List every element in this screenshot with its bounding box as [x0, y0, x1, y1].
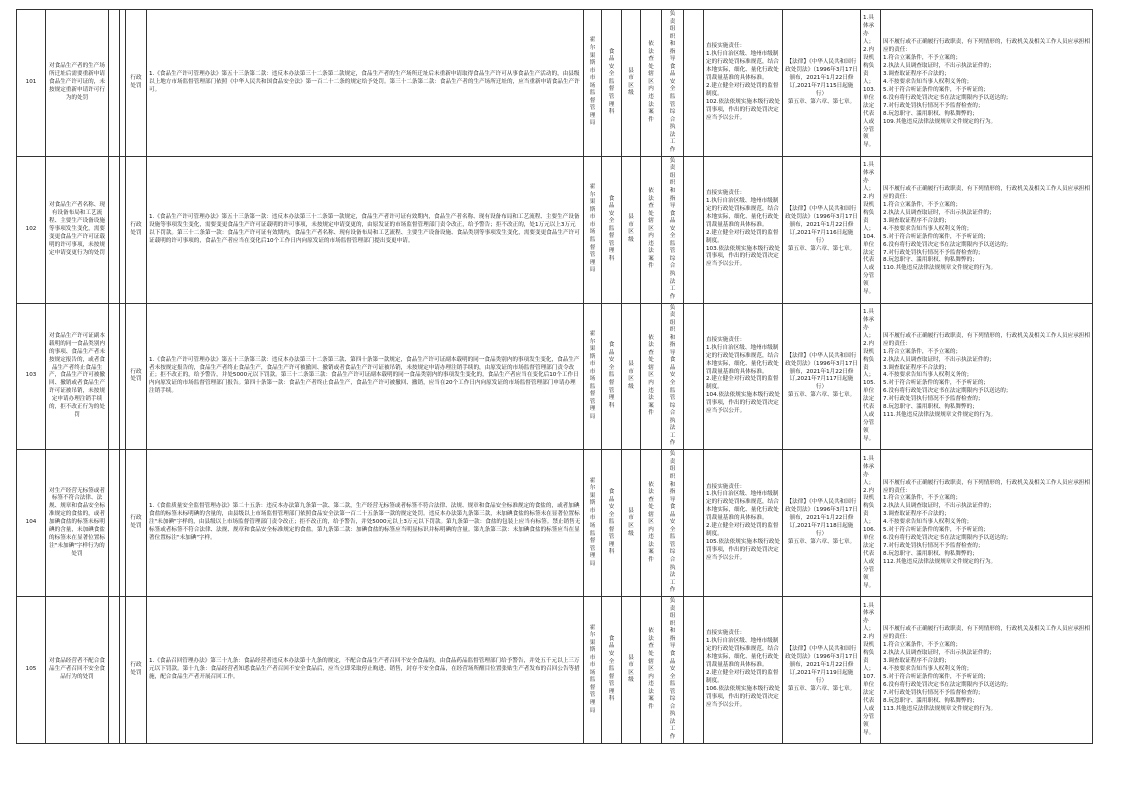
accountability-situations: 因不履行或不正确履行行政职责，有下列情形的，行政机关及相关工作人员应承担相应的责任： 1.符合立案条件，不予立案的； 2.执法人员调查取证时，不出示执法证件的； 3.调查取证程序不合法的； 4.不按要求告知当事人权利义务的； 5.对于符合听证条件的案件，不予听证的； 6.没有将行政处罚决定书在法定期限内予以送达的； 7.对行政处罚执行情况不予监督检查的； 8.玩忽职守、滥用职权、徇私舞弊的； 112.其他违反法律法规规章文件规定的行为。	[881, 450, 1093, 597]
enforcement-scope: 依法查处辖区内违法案件	[641, 450, 662, 597]
admin-level: 县市区级	[622, 303, 641, 450]
row-number: 104	[17, 450, 46, 597]
table-row	[17, 156, 1093, 303]
responsible-persons: 1.具体承办人； 2.内设机构负责人； 106.单位法定代表人或分管领导。	[861, 450, 881, 597]
item-name: 对食品生产者的生产场所迁址后需要重新申请食品生产许可证的，未按规定重新申请许可行为的处罚	[46, 10, 109, 157]
accountability-law: 【法律】《中华人民共和国行政处罚法》（1996年3月17日颁布，2021年1月22日修订,2021年7月119日起施行） 第五章、第六章、第七章。	[783, 597, 861, 744]
responsible-office: 食品安全监督管理科	[602, 10, 622, 157]
row-number: 102	[17, 156, 46, 303]
implementing-dept: 霍尔果斯市市场监督管理局	[584, 597, 602, 744]
item-type: 行政处罚	[126, 597, 147, 744]
responsible-office: 食品安全监督管理科	[602, 450, 622, 597]
item-name: 对食品经营者不配合食品生产者召回不安全食品行为的处罚	[46, 597, 109, 744]
legal-basis: 1.《食盐质量安全监督管理办法》第二十五条：违反本办法第九条第一款、第二款，生产经营无标签或者标签不符合法律、法规、规章和食品安全标准规定的食盐的，或者加碘食盐的标签未标明碘的含量的，由县级以上市场监督管理部门依照食品安全法第一百二十五条第一款的规定处罚。违反本办法第九条第三款，未加碘食盐的标签未在显著位置标注"未加碘"字样的，由县级以上市场监督管理部门责令改正；拒不改正的，给予警告，并处5000元以上3万元以下罚款。第九条第一款：食盐的包装上应当有标签。禁止销售无标签或者标签不符合法律、法规、规章和食品安全标准规定的食盐。第九条第二款：加碘食盐的标签应当明显标识并标明碘的含量。第九条第三款：未加碘食盐的标签应当在显著位置标注"未加碘"字样。	[147, 450, 584, 597]
row-number: 103	[17, 303, 46, 450]
legal-basis: 1.《食品召回管理办法》第三十九条：食品经营者违反本办法第十九条的规定，不配合食品生产者召回不安全食品的，由食品药品监督管理部门给予警告，并处五千元以上三万元以下罚款。第十九条：食品经营者知悉食品生产者召回不安全食品后，应当立即采取停止购进、销售，封存不安全食品，在经营场所醒目位置张贴生产者发布的召回公告等措施，配合食品生产者开展召回工作。	[147, 597, 584, 744]
spacer-cell	[109, 303, 120, 450]
row-number: 101	[17, 10, 46, 157]
responsible-office: 食品安全监督管理科	[602, 156, 622, 303]
legal-basis: 1.《食品生产许可管理办法》第五十三条第二款：违反本办法第三十二条第二款规定，食品生产者的生产场所迁址后未重新申请取得食品生产许可从事食品生产活动的，由县级以上地方市场监督管理部门依照《中华人民共和国食品安全法》第一百二十二条的规定给予处罚。第三十二条第二款：食品生产者的生产场所迁址的，应当重新申请食品生产许可。	[147, 10, 584, 157]
admin-level: 县市区级	[622, 597, 641, 744]
enforcement-scope: 依法查处辖区内违法案件	[641, 597, 662, 744]
spacer-cell	[109, 597, 120, 744]
dept-role: 负责组织和指导食品安全监管综合执法工作	[662, 156, 684, 303]
spacer-cell	[109, 156, 120, 303]
responsible-persons: 1.具体承办人； 2.内设机构负责人； 105.单位法定代表人或分管领导。	[861, 303, 881, 450]
responsibility-content: 直接实施责任： 1.执行自治区级、地州市级制定的行政处罚标准规范，结合本地实际，细化、量化行政处罚裁量基准的具体标准。 2.建立健全对行政处罚的监督制度。 105.依法依规实施本级行政处罚事项，作出的行政处罚决定应当予以公开。	[704, 450, 783, 597]
dept-role: 负责组织和指导食品安全监管综合执法工作	[662, 303, 684, 450]
spacer-cell	[684, 10, 704, 157]
admin-level: 县市区级	[622, 450, 641, 597]
legal-basis: 1.《食品生产许可管理办法》第五十三条第一款：违反本办法第三十二条第一款规定，食品生产者许可证有效期内，食品生产者名称、现有设备布局和工艺流程、主要生产设备设施等事项发生变化，需要变更食品生产许可证载明的许可事项，未按规定申请变更的，由原发证的市场监督管理部门责令改正，给予警告；拒不改正的，处1万元以上3万元以下罚款。第三十二条第一款：食品生产许可证有效期内，食品生产者名称、现有设备布局和工艺流程、主要生产设备设施、食品类别等事项发生变化，需要变更食品生产许可证载明的许可事项的，食品生产者应当在变化后10个工作日内向原发证的市场监督管理部门提出变更申请。	[147, 156, 584, 303]
dept-role: 负责组织和指导食品安全监管综合执法工作	[662, 597, 684, 744]
item-name: 对食品生产许可证副本载明的同一食品类别内的事项、食品生产者未按规定报告的，或者食品生产者终止食品生产，食品生产许可被撤回、撤销或者食品生产许可证被吊销，未按规定申请办理注销手续的，拒不改正行为的处罚	[46, 303, 109, 450]
item-type: 行政处罚	[126, 10, 147, 157]
admin-level: 县市区级	[622, 156, 641, 303]
implementing-dept: 霍尔果斯市市场监督管理局	[584, 10, 602, 157]
item-name: 对食品生产者名称、现有设备布局和工艺流程、主要生产设备设施等事项发生变化，需要变更食品生产许可证载明的许可事项，未按规定申请变更行为的处罚	[46, 156, 109, 303]
spacer-cell	[109, 450, 120, 597]
responsibility-content: 直接实施责任： 1.执行自治区级、地州市级制定的行政处罚标准规范，结合本地实际，细化、量化行政处罚裁量基准的具体标准。 2.建立健全对行政处罚的监督制度。 104.依法依规实施本级行政处罚事项，作出的行政处罚决定应当予以公开。	[704, 303, 783, 450]
responsibility-content: 直接实施责任： 1.执行自治区级、地州市级制定的行政处罚标准规范，结合本地实际，细化、量化行政处罚裁量基准的具体标准。 2.建立健全对行政处罚的监督制度。 102.依法依规实施本级行政处罚事项，作出的行政处罚决定应当予以公开。	[704, 10, 783, 157]
responsible-persons: 1.具体承办人； 2.内设机构负责人； 107.单位法定代表人或分管领导。	[861, 597, 881, 744]
spacer-cell	[684, 597, 704, 744]
enforcement-scope: 依法查处辖区内违法案件	[641, 303, 662, 450]
row-number: 105	[17, 597, 46, 744]
implementing-dept: 霍尔果斯市市场监督管理局	[584, 450, 602, 597]
responsibility-content: 直接实施责任： 1.执行自治区级、地州市级制定的行政处罚标准规范，结合本地实际，细化、量化行政处罚裁量基准的具体标准。 2.建立健全对行政处罚的监督制度。 106.依法依规实施本级行政处罚事项，作出的行政处罚决定应当予以公开。	[704, 597, 783, 744]
responsibility-content: 直接实施责任： 1.执行自治区级、地州市级制定的行政处罚标准规范，结合本地实际，细化、量化行政处罚裁量基准的具体标准。 2.建立健全对行政处罚的监督制度。 103.依法依规实施本级行政处罚事项，作出的行政处罚决定应当予以公开。	[704, 156, 783, 303]
spacer-cell	[109, 10, 120, 157]
enforcement-scope: 依法查处辖区内违法案件	[641, 10, 662, 157]
accountability-situations: 因不履行或不正确履行行政职责，有下列情形的，行政机关及相关工作人员应承担相应的责任： 1.符合立案条件，不予立案的； 2.执法人员调查取证时，不出示执法证件的； 3.调查取证程序不合法的； 4.不按要求告知当事人权利义务的； 5.对于符合听证条件的案件，不予听证的； 6.没有将行政处罚决定书在法定期限内予以送达的； 7.对行政处罚执行情况不予监督检查的； 8.玩忽职守、滥用职权、徇私舞弊的； 111.其他违反法律法规规章文件规定的行为。	[881, 303, 1093, 450]
enforcement-scope: 依法查处辖区内违法案件	[641, 156, 662, 303]
item-type: 行政处罚	[126, 156, 147, 303]
table-row	[17, 597, 1093, 744]
table-row	[17, 450, 1093, 597]
item-name: 对生产经营无标签或者标签不符合法律、法规、规章和食品安全标准规定的食盐的，或者加碘食盐的标签未标明碘的含量，未加碘食盐的标签未在显著位置标注"未加碘"字样行为的处罚	[46, 450, 109, 597]
responsibility-table	[16, 9, 1093, 744]
accountability-law: 【法律】《中华人民共和国行政处罚法》（1996年3月17日颁布，2021年1月22日修订,2021年7月116日起施行） 第五章、第六章、第七章。	[783, 156, 861, 303]
accountability-situations: 因不履行或不正确履行行政职责，有下列情形的，行政机关及相关工作人员应承担相应的责任： 1.符合立案条件，不予立案的； 2.执法人员调查取证时，不出示执法证件的； 3.调查取证程序不合法的； 4.不按要求告知当事人权利义务的； 5.对于符合听证条件的案件，不予听证的； 6.没有将行政处罚决定书在法定期限内予以送达的； 7.对行政处罚执行情况不予监督检查的； 8.玩忽职守、滥用职权、徇私舞弊的； 113.其他违反法律法规规章文件规定的行为。	[881, 597, 1093, 744]
spacer-cell	[684, 156, 704, 303]
accountability-law: 【法律】《中华人民共和国行政处罚法》（1996年3月17日颁布，2021年1月22日修订,2021年7月115日起施行） 第五章、第六章、第七章。	[783, 10, 861, 157]
legal-basis: 1.《食品生产许可管理办法》第五十三条第三款：违反本办法第三十二条第三款、第四十条第一款规定，食品生产许可证副本载明的同一食品类别内的事项发生变化，食品生产者未按规定报告的，食品生产者终止食品生产，食品生产许可被撤回、撤销或者食品生产许可证被吊销，未按规定申请办理注销手续的，由原发证的市场监督管理部门责令改正；拒不改正的，给予警告，并处5000元以下罚款。第三十二条第三款：食品生产许可证副本载明的同一食品类别内的事项发生变化的，食品生产者应当在变化后10个工作日内向原发证的市场监督管理部门报告。第四十条第一款：食品生产者终止食品生产，食品生产许可被撤回、撤销，应当在20个工作日内向原发证的市场监督管理部门申请办理注销手续。	[147, 303, 584, 450]
dept-role: 负责组织和指导食品安全监管综合执法工作	[662, 10, 684, 157]
accountability-law: 【法律】《中华人民共和国行政处罚法》（1996年3月17日颁布，2021年1月22日修订,2021年7月117日起施行） 第五章、第六章、第七章。	[783, 303, 861, 450]
responsible-persons: 1.具体承办人； 2.内设机构负责人； 104.单位法定代表人或分管领导。	[861, 156, 881, 303]
implementing-dept: 霍尔果斯市市场监督管理局	[584, 303, 602, 450]
spacer-cell	[684, 450, 704, 597]
accountability-situations: 因不履行或不正确履行行政职责，有下列情形的，行政机关及相关工作人员应承担相应的责任： 1.符合立案条件，不予立案的； 2.执法人员调查取证时，不出示执法证件的； 3.调查取证程序不合法的； 4.不按要求告知当事人权利义务的； 5.对于符合听证条件的案件，不予听证的； 6.没有将行政处罚决定书在法定期限内予以送达的； 7.对行政处罚执行情况不予监督检查的； 8.玩忽职守、滥用职权、徇私舞弊的； 110.其他违反法律法规规章文件规定的行为。	[881, 156, 1093, 303]
table-row	[17, 10, 1093, 157]
dept-role: 负责组织和指导食品安全监管综合执法工作	[662, 450, 684, 597]
responsible-persons: 1.具体承办人； 2.内设机构负责人； 103.单位法定代表人或分管领导。	[861, 10, 881, 157]
responsible-office: 食品安全监督管理科	[602, 303, 622, 450]
item-type: 行政处罚	[126, 303, 147, 450]
accountability-law: 【法律】《中华人民共和国行政处罚法》（1996年3月17日颁布，2021年1月22日修订,2021年7月118日起施行） 第五章、第六章、第七章。	[783, 450, 861, 597]
accountability-situations: 因不履行或不正确履行行政职责，有下列情形的，行政机关及相关工作人员应承担相应的责任： 1.符合立案条件，不予立案的； 2.执法人员调查取证时，不出示执法证件的； 3.调查取证程序不合法的； 4.不按要求告知当事人权利义务的； 5.对于符合听证条件的案件，不予听证的； 6.没有将行政处罚决定书在法定期限内予以送达的； 7.对行政处罚执行情况不予监督检查的； 8.玩忽职守、滥用职权、徇私舞弊的； 109.其他违反法律法规规章文件规定的行为。	[881, 10, 1093, 157]
item-type: 行政处罚	[126, 450, 147, 597]
spacer-cell	[684, 303, 704, 450]
responsible-office: 食品安全监督管理科	[602, 597, 622, 744]
table-row	[17, 303, 1093, 450]
admin-level: 县市区级	[622, 10, 641, 157]
implementing-dept: 霍尔果斯市市场监督管理局	[584, 156, 602, 303]
